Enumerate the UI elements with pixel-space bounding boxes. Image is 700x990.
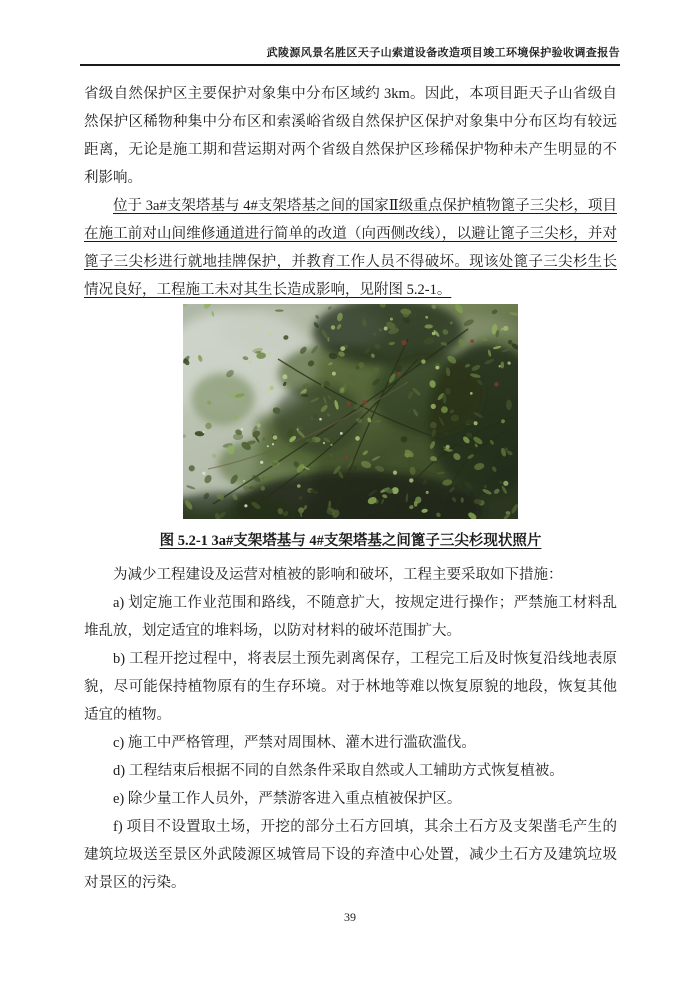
vegetation-photo [183,304,518,519]
page-number: 39 [344,910,356,924]
paragraph-measures-intro: 为减少工程建设及运营对植被的影响和破坏，工程主要采取如下措施： [113,567,563,583]
figure-5-2-1 [84,304,617,519]
figure-caption: 图 5.2-1 3a#支架塔基与 4#支架塔基之间篦子三尖杉现状照片 [159,533,542,549]
page-header [80,0,620,66]
paragraph-protected-plant: 位于 3a#支架塔基与 4#支架塔基之间的国家Ⅱ级重点保护植物篦子三尖杉，项目在施工前对山间维修通道进行简单的改道（向西侧改线），以避让篦子三尖杉，并对篦子三尖杉进行就地挂牌保护，并教育工作人员不得破坏。现该处篦子三尖杉生长情况良好，工程施工未对其生长造成影响，见附图 5.2-1。 [84,198,617,298]
measure-item-a: a) 划定施工作业范围和路线，不随意扩大，按规定进行操作；严禁施工材料乱堆乱放，划定适宜的堆料场，以防对材料的破坏范围扩大。 [84,595,617,639]
page-body [84,80,617,897]
measure-item-d: d) 工程结束后根据不同的自然条件采取自然或人工辅助方式恢复植被。 [113,763,564,779]
measure-item-e: e) 除少量工作人员外，严禁游客进入重点植被保护区。 [113,791,462,807]
measure-item-b: b) 工程开挖过程中，将表层土预先剥离保存，工程完工后及时恢复沿线地表原貌，尽可能保持植物原有的生存环境。对于林地等难以恢复原貌的地段，恢复其他适宜的植物。 [84,651,617,723]
measure-item-f: f) 项目不设置取土场，开挖的部分土石方回填，其余土石方及支架凿毛产生的建筑垃圾送至景区外武陵源区城管局下设的弃渣中心处置，减少土石方及建筑垃圾对景区的污染。 [84,819,617,891]
measure-item-c: c) 施工中严格管理，严禁对周围林、灌木进行滥砍滥伐。 [113,735,476,751]
paragraph-reserve-distance: 省级自然保护区主要保护对象集中分布区域约 3km。因此，本项目距天子山省级自然保护区稀物种集中分布区和索溪峪省级自然保护区保护对象集中分布区均有较远距离，无论是施工期和营运期对两个省级自然保护区珍稀保护物种未产生明显的不利影响。 [84,86,617,186]
report-title-header: 武陵源风景名胜区天子山索道设备改造项目竣工环境保护验收调查报告 [266,47,620,59]
